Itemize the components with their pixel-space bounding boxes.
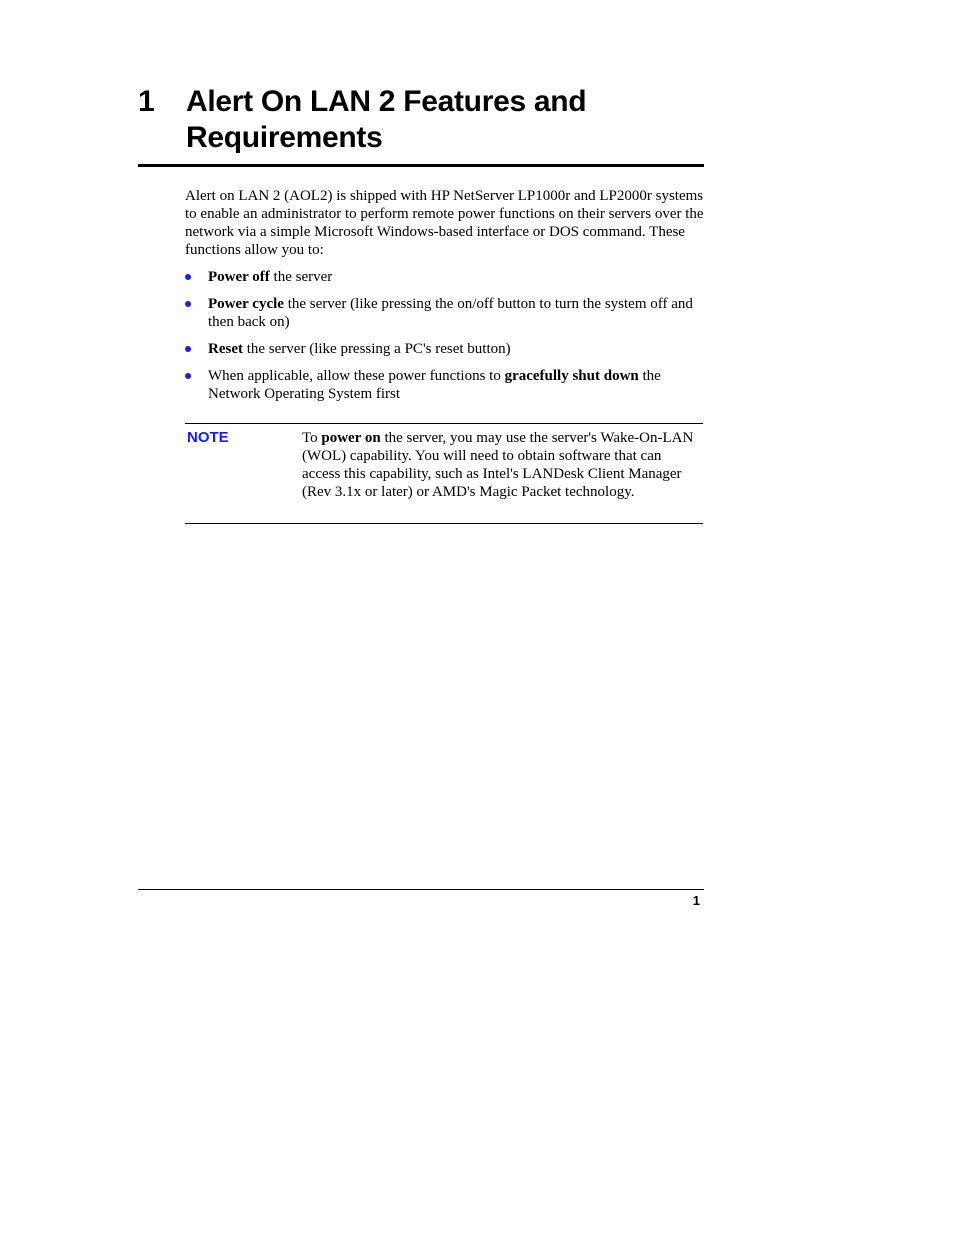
list-item-emphasis: Power cycle (208, 296, 284, 312)
list-item-suffix: the server (like pressing the on/off button to turn the system off and then back on) (208, 296, 693, 330)
note-box (185, 423, 703, 524)
bullet-dot-icon (185, 301, 191, 307)
note-text (302, 429, 698, 501)
bullet-dot-icon (185, 346, 191, 352)
bullet-dot-icon (185, 373, 191, 379)
list-item (185, 268, 705, 286)
list-item-suffix: the Network Operating System first (208, 368, 661, 402)
list-item-suffix: the server (like pressing a PC's reset button) (242, 341, 511, 357)
note-text-suffix: the server, you may use the server's Wake-On-LAN (WOL) capability. You will need to obtain software that can access this capability, such as Intel's LANDesk Client Manager (Rev 3.1x or later) or AMD's Magic Packet technology. (302, 430, 694, 500)
list-item-emphasis: Power off (208, 269, 270, 285)
list-item (185, 367, 705, 403)
chapter-title: Alert On LAN 2 Features and Requirements (186, 85, 587, 154)
list-item-prefix: When applicable, allow these power functions to (208, 368, 505, 384)
power-functions-list (185, 268, 705, 412)
page-number: 1 (692, 893, 700, 908)
chapter-number: 1 (138, 85, 155, 118)
note-text-prefix: To (302, 430, 322, 446)
bullet-dot-icon (185, 274, 191, 280)
list-item (185, 340, 705, 358)
heading-divider (138, 164, 704, 167)
list-item (185, 295, 705, 331)
note-text-emphasis: power on (321, 430, 381, 446)
note-label: NOTE (187, 429, 229, 446)
list-item-emphasis: Reset (208, 341, 243, 357)
footer-divider (138, 889, 704, 890)
list-item-emphasis: gracefully shut down (504, 368, 639, 384)
list-item-suffix: the server (269, 269, 333, 285)
intro-paragraph: Alert on LAN 2 (AOL2) is shipped with HP NetServer LP1000r and LP2000r systems to enable an administrator to perform remote power functions on their servers over the network via a simple Microsoft Windows-based interface or DOS command. These functions allow you to: (185, 188, 704, 258)
